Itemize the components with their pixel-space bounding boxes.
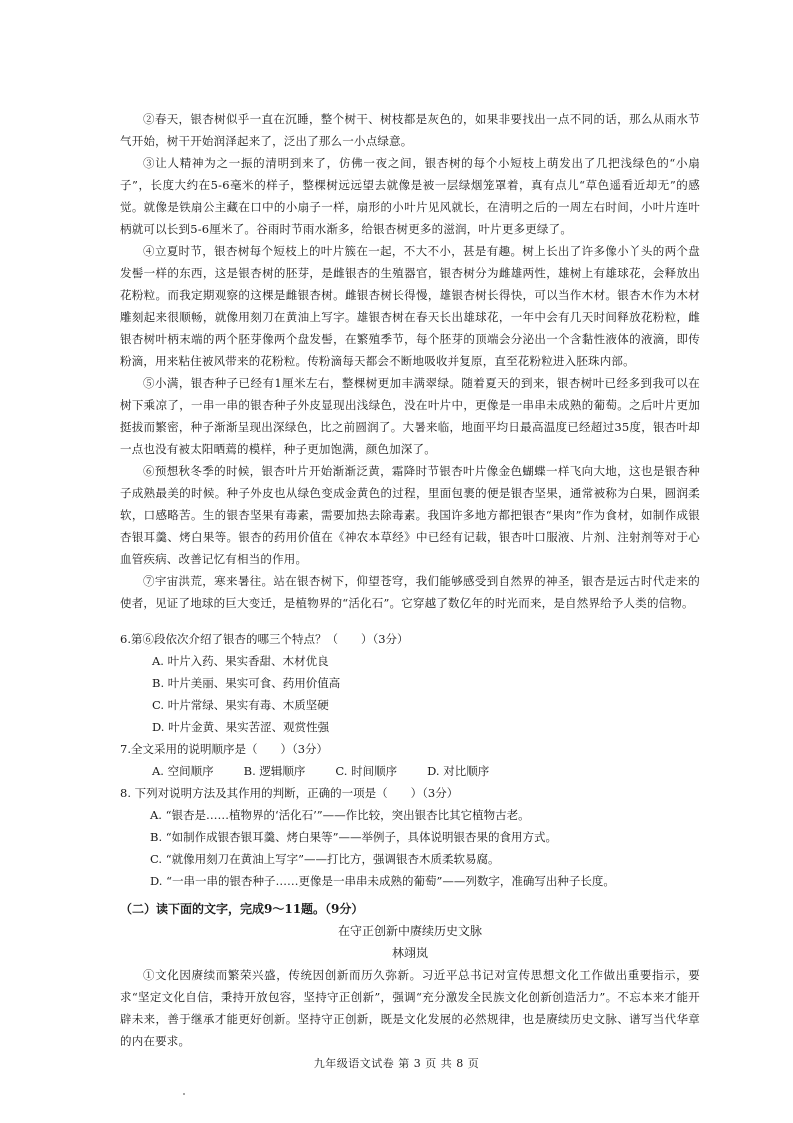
question-8-option-c: C. “就像用刻刀在黄油上写字”——打比方，强调银杏木质柔软易腐。 — [150, 852, 500, 866]
question-6 — [120, 628, 700, 738]
reading-passage — [120, 108, 700, 614]
question-7 — [120, 738, 700, 782]
passage-paragraph-3: ③让人精神为之一振的清明到来了，仿佛一夜之间，银杏树的每个小短枝上萌发出了几把浅绿色的“小扇子”，长度大约在5-6毫米的样子，整棵树远远望去就像是被一层绿烟笼罩着，真有点儿“草色遥看近却无”的感觉。就像是铁扇公主藏在口中的小扇子一样，扇形的小叶片见风就长，在清明之后的一周左右时间，小叶片连叶柄就可以长到5-6厘米了。谷雨时节雨水渐多，给银杏树更多的滋润，叶片更多更绿了。 — [120, 156, 700, 236]
page-footer: 九年级语文试卷 第 3 页 共 8 页 — [313, 1057, 480, 1070]
question-7-options — [120, 760, 700, 782]
question-7-option-d: D. 对比顺序 — [427, 764, 490, 778]
article-title: 在守正创新中赓续历史文脉 — [337, 924, 482, 938]
section-two — [120, 898, 700, 1052]
passage-paragraph-5: ⑤小满，银杏种子已经有1厘米左右，整棵树更加丰满翠绿。随着夏天的到来，银杏树叶已经多到我可以在树下乘凉了，一串一串的银杏种子外皮显现出浅绿色，没在叶片中，更像是一串串未成熟的葡萄。之后叶片更加挺拔而繁密，种子渐渐呈现出深绿色，比之前圆润了。大暑来临，地面平均日最高温度已经超过35度，银杏叶却一点也没有被太阳晒蔫的模样，种子更加饱满，颜色加深了。 — [120, 376, 700, 456]
question-6-option-d: D. 叶片金黄、果实苦涩、观赏性强 — [152, 720, 330, 734]
article-author: 林翊岚 — [391, 946, 428, 960]
question-7-option-c: C. 时间顺序 — [335, 764, 398, 778]
passage-paragraph-2: ②春天，银杏树似乎一直在沉睡，整个树干、树枝都是灰色的，如果非要找出一点不同的话，那么从雨水节气开始，树干开始润泽起来了，泛出了那么一小点绿意。 — [120, 112, 700, 148]
question-6-stem: 6.第⑥段依次介绍了银杏的哪三个特点？（ ）（3分） — [120, 632, 409, 646]
question-6-option-c: C. 叶片常绿、果实有毒、木质坚硬 — [152, 698, 329, 712]
question-8-option-b: B. “如制作成银杏银耳羹、烤白果等”——举例子，具体说明银杏果的食用方式。 — [150, 830, 558, 844]
question-7-option-a: A. 空间顺序 — [152, 764, 214, 778]
article-paragraph-1: ①文化因赓续而繁荣兴盛，传统因创新而历久弥新。习近平总书记对宣传思想文化工作做出重要指示，要求“坚定文化自信，秉持开放包容，坚持守正创新”，强调“充分激发全民族文化创新创造活力”。不忘本来才能开辟未来，善于继承才能更好创新。坚持守正创新，既是文化发展的必然规律，也是赓续历史文脉、谱写当代华章的内在要求。 — [120, 968, 700, 1048]
passage-paragraph-7: ⑦宇宙洪荒，寒来暑往。站在银杏树下，仰望苍穹，我们能够感受到自然界的神圣，银杏是远古时代走来的使者，见证了地球的巨大变迁，是植物界的“活化石”。它穿越了数亿年的时光而来，是自然界给予人类的信物。 — [120, 574, 700, 610]
passage-paragraph-6: ⑥预想秋冬季的时候，银杏叶片开始渐渐泛黄，霜降时节银杏叶片像金色蝴蝶一样飞向大地，这也是银杏种子成熟最美的时候。种子外皮也从绿色变成金黄色的过程，里面包裹的便是银杏坚果，通常被称为白果，圆润柔软，口感略苦。生的银杏坚果有毒素，需要加热去除毒素。我国许多地方都把银杏“果肉”作为食材，如制作成银杏银耳羹、烤白果等。银杏的药用价值在《神农本草经》中已经有记载，银杏叶口服液、片剂、注射剂等对于心血管疾病、改善记忆有相当的作用。 — [120, 464, 700, 566]
question-6-option-a: A. 叶片入药、果实香甜、木材优良 — [152, 654, 329, 668]
passage-paragraph-4: ④立夏时节，银杏树每个短枝上的叶片簇在一起，不大不小，甚是有趣。树上长出了许多像小丫头的两个盘发髻一样的东西，这是银杏树的胚芽，是雌银杏的生殖器官，银杏树分为雌雄两性，雄树上有雄球花，会释放出花粉粒。而我定期观察的这棵是雌银杏树。雌银杏树长得慢，雄银杏树长得快，可以当作木材。银杏木作为木材雕刻起来很顺畅，就像用刻刀在黄油上写字。雄银杏树在春天长出雄球花，一年中会有几天时间释放花粉粒，雌银杏树叶柄末端的两个胚芽像两个盘发髻，在繁殖季节，每个胚芽的顶端会分泌出一个含黏性液体的液滴，即传粉滴，用来粘住被风带来的花粉粒。传粉滴每天都会不断地吸收并复原，直至花粉粒进入胚珠内部。 — [120, 244, 700, 368]
question-8-option-d: D. “一串一串的银杏种子……更像是一串串未成熟的葡萄”——列数字，准确写出种子长度。 — [150, 874, 615, 888]
question-7-option-b: B. 逻辑顺序 — [243, 764, 306, 778]
question-7-stem: 7.全文采用的说明顺序是（ ）（3分） — [120, 742, 329, 756]
question-8-stem: 8. 下列对说明方法及其作用的判断，正确的一项是（ ）（3分） — [120, 786, 459, 800]
question-8 — [120, 782, 700, 892]
question-8-option-a: A. “银杏是……植物界的‘活化石’”——作比较，突出银杏比其它植物古老。 — [150, 808, 530, 822]
scan-speck — [183, 1093, 185, 1095]
question-6-option-b: B. 叶片美丽、果实可食、药用价值高 — [152, 676, 341, 690]
section-two-heading: （二）读下面的文字，完成9～11题。（9分） — [120, 902, 364, 916]
